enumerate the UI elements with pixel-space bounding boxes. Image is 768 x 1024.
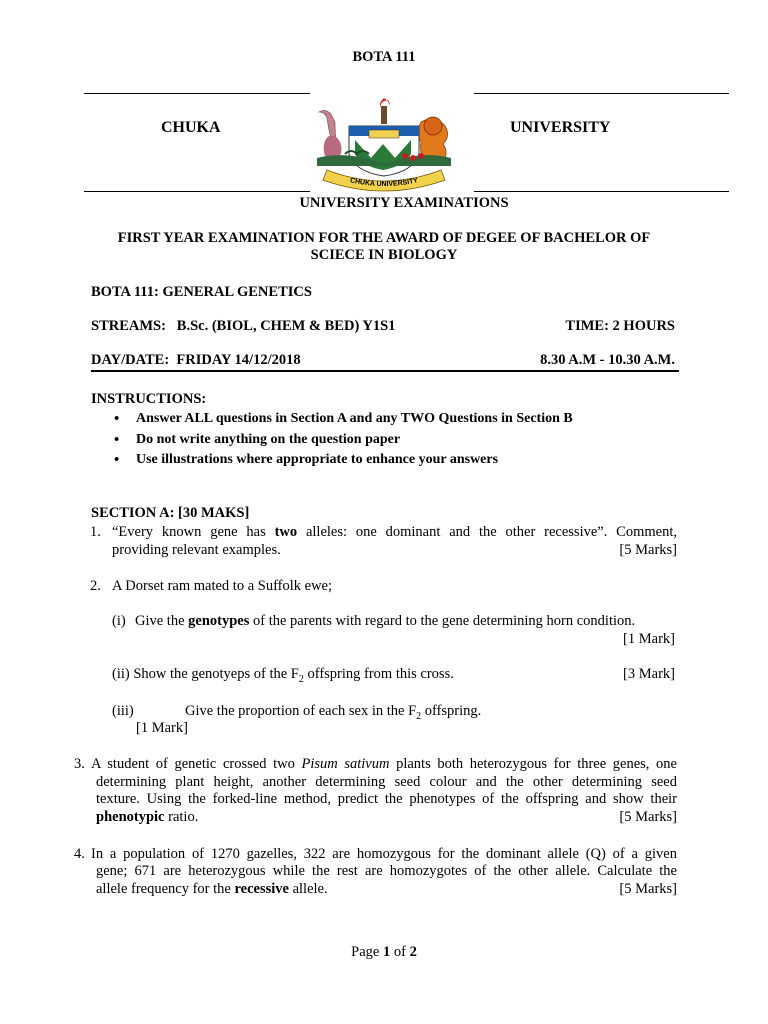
question-1-line-1: “Every known gene has two alleles: one dominant and the other recessive”. Comment, [112, 524, 678, 540]
instruction-item: • Use illustrations where appropriate to enhance your answers [110, 451, 670, 472]
university-crest-logo [309, 96, 459, 192]
question-1-line-2: providing relevant examples. [5 Marks] [112, 542, 677, 558]
exam-time-range: 8.30 A.M - 10.30 A.M. [540, 352, 675, 368]
details-divider [91, 370, 679, 372]
question-3-line-1: A student of genetic crossed two Pisum sativum plants both heterozygous for three genes, one [91, 756, 677, 772]
header-right-word: UNIVERSITY [510, 119, 611, 136]
question-1-number: 1. [90, 524, 101, 540]
exam-duration: TIME: 2 HOURS [565, 318, 675, 334]
streams-line: STREAMS: B.Sc. (BIOL, CHEM & BED) Y1S1 [91, 318, 396, 334]
section-a-heading: SECTION A: [30 MAKS] [91, 505, 250, 521]
question-2-iii-marks: [1 Mark] [136, 720, 188, 736]
question-1-marks: [5 Marks] [619, 542, 677, 558]
question-2-iii-label: (iii) [112, 703, 134, 719]
header-rule-left-top [84, 93, 310, 94]
question-4-marks: [5 Marks] [619, 881, 677, 897]
header-rule-right-bottom [474, 191, 729, 192]
question-4-line-1: In a population of 1270 gazelles, 322 are homozygous for the dominant allele (Q) of a given [91, 846, 677, 862]
header-rule-right-top [474, 93, 729, 94]
question-4-line-3: allele frequency for the recessive allele. [5 Marks] [96, 881, 677, 897]
instruction-item: • Answer ALL questions in Section A and any TWO Questions in Section B [110, 410, 670, 431]
question-3-line-2: determining plant height, another determining seed colour and the other determining seed [96, 774, 677, 790]
page-number: Page 1 of 2 [351, 944, 417, 960]
course-code-header: BOTA 111 [352, 49, 416, 65]
award-line-2: SCIECE IN BIOLOGY [310, 247, 458, 263]
question-3-line-3: texture. Using the forked-line method, predict the phenotypes of the offspring and show their [96, 791, 677, 807]
question-2-ii-marks: [3 Mark] [623, 666, 675, 682]
header-rule-left-bottom [84, 191, 310, 192]
header-left-word: CHUKA [161, 119, 221, 136]
award-line-1: FIRST YEAR EXAMINATION FOR THE AWARD OF DEGEE OF BACHELOR OF [117, 230, 651, 246]
course-title: BOTA 111: GENERAL GENETICS [91, 284, 312, 300]
question-3-line-4: phenotypic ratio. [5 Marks] [96, 809, 677, 825]
day-date-line: DAY/DATE: FRIDAY 14/12/2018 [91, 352, 301, 368]
question-3-marks: [5 Marks] [619, 809, 677, 825]
question-2-ii-text: (ii) Show the genotyeps of the $F_2$ offspring from this cross. [112, 666, 454, 685]
instruction-item: • Do not write anything on the question paper [110, 431, 670, 452]
exam-title: UNIVERSITY EXAMINATIONS [299, 195, 509, 211]
question-2-text: A Dorset ram mated to a Suffolk ewe; [112, 578, 332, 594]
question-2-i-text: Give the genotypes of the parents with regard to the gene determining horn condition. [135, 613, 636, 629]
instructions-list [110, 410, 670, 472]
question-2-number: 2. [90, 578, 101, 594]
question-2-i-marks: [1 Mark] [623, 631, 675, 647]
crest-ribbon-text: CHUKA UNIVERSITY [349, 177, 419, 189]
question-4-number: 4. [74, 846, 85, 862]
question-2-iii-text: Give the proportion of each sex in the $F_2$ offspring. [185, 703, 482, 722]
question-2-i-label: (i) [112, 613, 126, 629]
instructions-heading: INSTRUCTIONS: [91, 391, 207, 407]
question-4-line-2: gene; 671 are heterozygous while the rest are homozygotes of the other allele. Calculate the [96, 863, 677, 879]
question-3-number: 3. [74, 756, 85, 772]
